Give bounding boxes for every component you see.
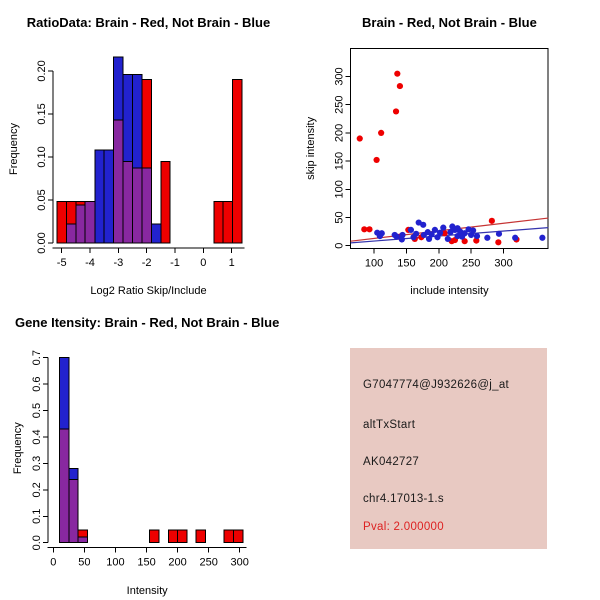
hist-bar-overlap: [123, 161, 132, 243]
hist-bar-overlap: [114, 120, 124, 243]
hist-bar-overlap: [78, 537, 87, 543]
x-tick-label: 300: [230, 556, 249, 569]
scatter-point-red: [378, 130, 384, 136]
y-tick-label: 300: [333, 67, 346, 86]
hist-bar-overlap: [69, 479, 78, 542]
hist-bar-brain: [214, 202, 223, 243]
x-tick-label: 200: [168, 556, 187, 569]
hist-bar-overlap: [142, 168, 152, 243]
scatter-point-blue: [470, 227, 476, 233]
x-tick-label: 0: [200, 257, 207, 269]
x-tick-label: 1: [228, 257, 235, 269]
y-tick-label: 0.7: [31, 350, 44, 366]
hist-bar-overlap: [66, 224, 75, 243]
scatter-point-blue: [484, 235, 490, 241]
hist-bar-brain: [57, 202, 67, 243]
hist-bar-brain: [196, 530, 205, 543]
hist-bar-brain: [168, 530, 177, 543]
scatter-point-red: [393, 108, 399, 114]
y-tick-label: 0.4: [31, 429, 44, 445]
hist-bar-brain: [66, 202, 75, 224]
y-axis-label: Frequency: [12, 422, 24, 475]
hist-bar-overlap: [60, 429, 69, 543]
ratio-histogram-panel: [0, 0, 300, 300]
y-tick-label: 0.2: [31, 482, 44, 498]
chart-title: Gene Itensity: Brain - Red, Not Brain - Blue: [14, 315, 280, 330]
x-axis-label: include intensity: [410, 285, 489, 297]
y-tick-label: 0.1: [31, 508, 44, 524]
event-type-text: altTxStart: [363, 419, 416, 431]
hist-bar-brain: [76, 202, 85, 205]
y-tick-label: 0.0: [31, 535, 44, 551]
chart-title: RatioData: Brain - Red, Not Brain - Blue: [26, 15, 271, 30]
scatter-point-blue: [512, 235, 518, 241]
scatter-point-blue: [420, 222, 426, 228]
scatter-point-red: [495, 239, 501, 245]
scatter-point-blue: [445, 236, 451, 242]
scatter-point-red: [357, 135, 363, 141]
y-tick-label: 0.10: [36, 146, 49, 168]
y-tick-label: 150: [333, 151, 346, 171]
scatter-point-blue: [440, 225, 446, 231]
x-tick-label: 250: [461, 257, 481, 270]
y-tick-label: 0.00: [36, 232, 49, 254]
hist-bar-brain: [142, 80, 152, 169]
skip-include-scatter-panel: [300, 0, 600, 300]
x-tick-label: -2: [141, 257, 152, 269]
hist-bar-overlap: [76, 205, 85, 243]
hist-bar-notbrain: [132, 74, 141, 168]
x-tick-label: 100: [364, 257, 384, 270]
x-tick-label: 50: [78, 556, 91, 569]
hist-bar-brain: [161, 161, 170, 243]
y-tick-label: 200: [333, 123, 346, 143]
y-tick-label: 0.3: [31, 455, 44, 472]
x-axis-label: Log2 Ratio Skip/Include: [90, 285, 207, 297]
chart-title: Brain - Red, Not Brain - Blue: [362, 15, 537, 30]
x-tick-label: -3: [113, 257, 124, 269]
x-tick-label: 250: [199, 556, 218, 569]
y-tick-label: 0.05: [36, 189, 49, 211]
x-tick-label: 300: [494, 257, 513, 270]
x-tick-label: 150: [397, 257, 416, 270]
scatter-point-red: [366, 226, 372, 232]
scatter-point-blue: [379, 230, 385, 236]
hist-bar-notbrain: [104, 150, 113, 243]
hist-bar-overlap: [132, 168, 141, 243]
y-tick-label: 50: [333, 211, 346, 224]
y-axis-label: skip intensity: [305, 116, 317, 180]
hist-bar-brain: [78, 530, 87, 537]
scatter-point-blue: [399, 232, 405, 238]
x-tick-label: 0: [50, 556, 57, 569]
pval-text: Pval: 2.000000: [363, 521, 444, 533]
y-tick-label: 0.6: [31, 376, 44, 392]
scatter-point-blue: [539, 235, 545, 241]
chromosome-location-text: chr4.17013-1.s: [363, 493, 444, 505]
hist-bar-overlap: [85, 202, 95, 243]
scatter-point-red: [489, 218, 495, 224]
scatter-point-blue: [413, 231, 419, 237]
hist-bar-brain: [178, 530, 187, 543]
hist-bar-notbrain: [60, 358, 69, 429]
y-tick-label: 0.5: [31, 402, 44, 419]
hist-bar-notbrain: [114, 57, 124, 120]
y-tick-label: 250: [333, 95, 346, 114]
hist-bar-notbrain: [123, 74, 132, 161]
scatter-point-blue: [496, 231, 502, 237]
hist-bar-brain: [223, 202, 232, 243]
hist-bar-notbrain: [69, 469, 78, 480]
scatter-point-blue: [408, 227, 414, 233]
y-axis-label: Frequency: [8, 123, 20, 175]
x-tick-label: 100: [106, 556, 125, 569]
x-tick-label: -1: [170, 257, 180, 269]
accession-text: AK042727: [363, 456, 420, 468]
hist-bar-brain: [224, 530, 233, 543]
x-tick-label: -5: [56, 257, 67, 269]
y-tick-label: 0.15: [36, 103, 49, 125]
scatter-point-blue: [474, 233, 480, 239]
scatter-point-red: [374, 157, 380, 163]
y-tick-label: 0: [333, 242, 346, 249]
x-tick-label: -4: [85, 257, 95, 269]
y-tick-label: 0.20: [36, 60, 49, 82]
hist-bar-notbrain: [95, 150, 104, 243]
x-tick-label: 200: [429, 257, 448, 270]
hist-bar-brain: [232, 80, 242, 243]
probe-id-text: G7047774@J932626@j_at: [363, 379, 510, 391]
hist-bar-brain: [234, 530, 243, 543]
y-tick-label: 100: [333, 180, 346, 199]
x-axis-label: Intensity: [126, 585, 168, 597]
plot-box: [351, 48, 549, 248]
hist-bar-notbrain: [151, 224, 160, 243]
hist-bar-brain: [150, 530, 159, 543]
scatter-point-red: [397, 83, 403, 89]
x-tick-label: 150: [137, 556, 156, 569]
gene-info-panel: [350, 348, 547, 549]
scatter-point-red: [394, 71, 400, 77]
gene-intensity-histogram-panel: [0, 300, 300, 600]
